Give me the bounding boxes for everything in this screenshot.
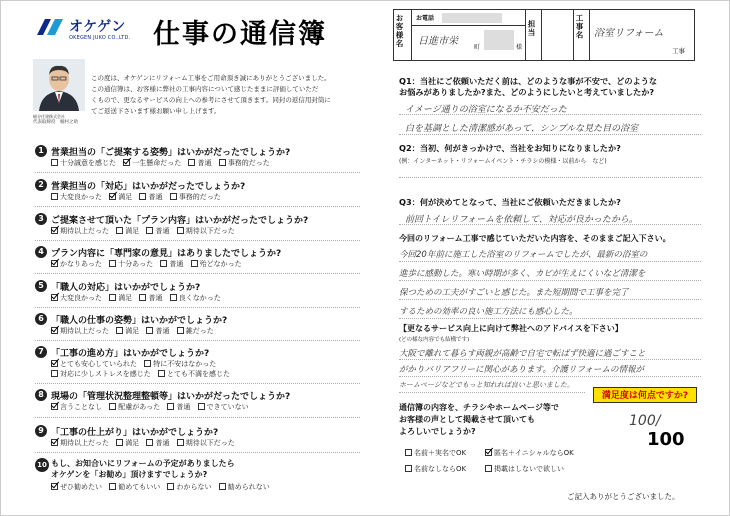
question-number: 8 bbox=[35, 389, 47, 401]
checkbox-icon[interactable] bbox=[146, 439, 153, 446]
option[interactable]: 満足 bbox=[109, 192, 132, 202]
q2-note: (例：インターネット・リフォームイベント・チラシの模様・以前から など) bbox=[399, 158, 607, 165]
checkbox-checked-icon[interactable] bbox=[51, 227, 58, 234]
checkbox-icon[interactable] bbox=[167, 403, 174, 410]
checkbox-checked-icon[interactable] bbox=[51, 360, 58, 367]
checkbox-icon[interactable] bbox=[405, 465, 412, 472]
q1-text-line2: お悩みがありましたか?また、どのようにしたいと考えていましたか? bbox=[399, 87, 655, 97]
customer-label-cell bbox=[394, 10, 412, 60]
question-number: 2 bbox=[35, 179, 47, 191]
question-number: 5 bbox=[35, 280, 47, 292]
q2-text: Q2：当初、何がきっかけで、当社をお知りになりましたか? bbox=[399, 143, 621, 153]
advice-line: 大阪で離れて暮らす両親が高齢で自宅で転ばず快適に過ごすこと bbox=[399, 349, 646, 359]
person-icon bbox=[33, 59, 85, 111]
checkbox-checked-icon[interactable] bbox=[485, 449, 492, 456]
option[interactable]: 配慮があった bbox=[109, 402, 160, 412]
checkbox-icon[interactable] bbox=[191, 260, 198, 267]
option[interactable]: 期待以上だった bbox=[51, 226, 109, 236]
intro-text bbox=[91, 73, 361, 117]
checkbox-icon[interactable] bbox=[170, 294, 177, 301]
logo-mark-icon bbox=[35, 15, 65, 39]
checkbox-icon[interactable] bbox=[116, 227, 123, 234]
option[interactable]: 一生懸命だった bbox=[123, 158, 181, 168]
option[interactable]: 満足 bbox=[116, 438, 139, 448]
option[interactable]: 普通 bbox=[139, 192, 162, 202]
question-number: 7 bbox=[35, 346, 47, 358]
option[interactable]: 満足 bbox=[109, 293, 132, 303]
customer-info-table bbox=[393, 9, 695, 61]
question-number: 6 bbox=[35, 313, 47, 325]
consent-option[interactable]: 名前なしならOK bbox=[405, 464, 466, 474]
checkbox-icon[interactable] bbox=[109, 294, 116, 301]
checkbox-icon[interactable] bbox=[109, 260, 116, 267]
checkbox-icon[interactable] bbox=[146, 227, 153, 234]
question-number: 3 bbox=[35, 213, 47, 225]
question-number: 10 bbox=[35, 458, 49, 472]
option[interactable]: 普通 bbox=[146, 438, 169, 448]
option[interactable]: 大変良かった bbox=[51, 293, 102, 303]
town-label: 町 bbox=[474, 44, 481, 51]
intro-line: てご返送下さいます様お願い申し上げます。 bbox=[91, 107, 221, 115]
option[interactable]: 期待以上だった bbox=[51, 438, 109, 448]
checkbox-icon[interactable] bbox=[405, 449, 412, 456]
option[interactable]: 普通 bbox=[146, 226, 169, 236]
checkbox-icon[interactable] bbox=[109, 483, 116, 490]
checkbox-checked-icon[interactable] bbox=[51, 260, 58, 267]
consent-line: お客様の声として掲載させて頂いても bbox=[399, 415, 535, 424]
logo-subtitle: OKEGEN JUKO CO.,LTD. bbox=[69, 35, 131, 41]
option[interactable]: 良くなかった bbox=[170, 293, 221, 303]
checkbox-icon[interactable] bbox=[198, 403, 205, 410]
checkbox-checked-icon[interactable] bbox=[51, 439, 58, 446]
question-number: 1 bbox=[35, 145, 47, 157]
checkbox-checked-icon[interactable] bbox=[123, 159, 130, 166]
question-text: 現場の「管理状況整理整頓等」はいかがだったでしょうか? bbox=[51, 392, 291, 402]
question-text: 「職人の仕事の姿勢」はいかがでしょうか? bbox=[51, 316, 228, 326]
customer-name-cell bbox=[412, 10, 526, 60]
answer-q1-line: 白を基調とした清潔感があって、シンプルな見た目の浴室 bbox=[405, 124, 639, 134]
option[interactable]: 事務的だった bbox=[170, 192, 221, 202]
option[interactable]: 殆どなかった bbox=[191, 259, 242, 269]
option[interactable]: 満足 bbox=[116, 226, 139, 236]
advice-line: がかりバリアフリーに関心があります。介護リフォームの情報が bbox=[399, 365, 645, 375]
checkbox-icon[interactable] bbox=[170, 193, 177, 200]
q3-text: Q3：何が決めてとなって、当社にご依頼いただきましたか? bbox=[399, 197, 621, 207]
consent-option[interactable]: 匿名＋イニシャルならOK bbox=[485, 448, 574, 458]
q1-text: Q1：当社にご依頼いただく前は、どのような事が不安で、どのような bbox=[399, 76, 658, 86]
option[interactable]: 普通 bbox=[160, 259, 183, 269]
redacted-phone bbox=[442, 13, 502, 23]
consent-option[interactable]: 名前＋実名でOK bbox=[405, 448, 466, 458]
checkbox-icon[interactable] bbox=[167, 483, 174, 490]
option[interactable]: 期待以下だった bbox=[177, 226, 235, 236]
koji-value-cell bbox=[590, 10, 694, 60]
checkbox-icon[interactable] bbox=[139, 294, 146, 301]
phone-label: お電話 bbox=[416, 15, 435, 22]
checkbox-icon[interactable] bbox=[116, 327, 123, 334]
score-label: 満足度は何点ですか? bbox=[593, 387, 697, 403]
thanks-text: ご記入ありがとうございました。 bbox=[567, 492, 680, 501]
question-text: 「工事の仕上がり」はいかがでしょうか? bbox=[51, 428, 219, 438]
checkbox-icon[interactable] bbox=[177, 327, 184, 334]
option[interactable]: 十分あった bbox=[109, 259, 153, 269]
question-number: 4 bbox=[35, 246, 47, 258]
option[interactable]: できていない bbox=[198, 402, 249, 412]
checkbox-icon[interactable] bbox=[177, 227, 184, 234]
sama-label: 様 bbox=[516, 44, 523, 51]
checkbox-icon[interactable] bbox=[139, 193, 146, 200]
checkbox-icon[interactable] bbox=[146, 327, 153, 334]
checkbox-icon[interactable] bbox=[219, 159, 226, 166]
satisfaction-score bbox=[593, 387, 697, 491]
president-photo bbox=[33, 59, 85, 111]
checkbox-checked-icon[interactable] bbox=[109, 193, 116, 200]
option[interactable]: 事務的だった bbox=[219, 158, 270, 168]
checkbox-icon[interactable] bbox=[109, 403, 116, 410]
option[interactable]: 普通 bbox=[146, 326, 169, 336]
option[interactable]: かなりあった bbox=[51, 259, 102, 269]
checkbox-checked-icon[interactable] bbox=[51, 483, 58, 490]
portrait-caption-name: 代表取締役 桶村之助 bbox=[33, 120, 78, 125]
tanto-label: 担当 bbox=[527, 20, 536, 37]
redacted-name bbox=[484, 30, 514, 50]
intro-line: くもので、更なるサービスの向上への参考にさせて頂きます。同封の返信用封筒に bbox=[91, 96, 331, 104]
consent-option[interactable]: 掲載はしないで欲しい bbox=[485, 464, 564, 474]
option[interactable]: 普通 bbox=[139, 293, 162, 303]
option[interactable]: 満足 bbox=[116, 326, 139, 336]
question-text: 営業担当の「対応」はいかがだったでしょうか? bbox=[51, 182, 246, 192]
checkbox-icon[interactable] bbox=[177, 439, 184, 446]
advice-note: (どの様な内容でも結構です) bbox=[399, 337, 470, 343]
customer-label: お客様名 bbox=[395, 14, 404, 48]
impression-heading: 今回のリフォーム工事で感じていただいた内容を、そのままご記入下さい。 bbox=[399, 234, 671, 243]
score-handwritten: 100/ bbox=[629, 413, 661, 429]
intro-line: この度は、オケゲンにリフォーム工事をご用命頂き誠にありがとうございました。 bbox=[91, 74, 331, 82]
option[interactable]: 普通 bbox=[188, 158, 211, 168]
checkbox-icon[interactable] bbox=[158, 370, 165, 377]
answer-q1-line: イメージ通りの浴室になるか不安だった bbox=[405, 105, 567, 115]
option[interactable]: 勧めてもいい bbox=[109, 482, 160, 492]
option[interactable]: 対応に少しストレスを感じた bbox=[51, 369, 151, 379]
option[interactable]: 期待以上だった bbox=[51, 326, 109, 336]
tanto-value-cell bbox=[542, 10, 574, 60]
option[interactable]: とても安心していられた bbox=[51, 359, 137, 369]
option[interactable]: とても不満を感じた bbox=[158, 369, 230, 379]
option[interactable]: 十分誠意を感じた bbox=[51, 158, 116, 168]
checkbox-icon[interactable] bbox=[144, 360, 151, 367]
koji-label: 工事名 bbox=[575, 14, 584, 40]
question-text: プラン内容に「専門家の意見」はありましたでしょうか? bbox=[51, 249, 282, 259]
option[interactable]: 雑だった bbox=[177, 326, 214, 336]
checkbox-icon[interactable] bbox=[51, 370, 58, 377]
option[interactable]: わからない bbox=[167, 482, 211, 492]
question-text: ご提案させて頂いた「プラン内容」はいかがだったでしょうか? bbox=[51, 216, 309, 226]
option[interactable]: 勧められない bbox=[219, 482, 270, 492]
company-logo bbox=[35, 13, 147, 47]
advice-line: ホームページなどでもっと知れれば良いと思いました。 bbox=[399, 381, 574, 389]
portrait-caption-company: 桶谷住建株式会社 bbox=[33, 114, 65, 119]
option[interactable]: 大変良かった bbox=[51, 192, 102, 202]
koji-name-value: 浴室リフォーム bbox=[594, 28, 664, 39]
score-value: 100 bbox=[647, 429, 685, 450]
tanto-label-cell bbox=[526, 10, 542, 60]
checkbox-icon[interactable] bbox=[116, 439, 123, 446]
question-text-line2: オケゲンを「お勧め」頂けますでしょうか? bbox=[51, 470, 208, 479]
checkbox-icon[interactable] bbox=[160, 260, 167, 267]
consent-question bbox=[399, 402, 559, 438]
consent-line: よろしいでしょうか? bbox=[399, 427, 476, 436]
impression-line: 進歩に感動した。寒い時期が多く、カビが生えにくいなど清潔を bbox=[399, 269, 646, 279]
checkbox-icon[interactable] bbox=[188, 159, 195, 166]
option[interactable]: 期待以下だった bbox=[177, 438, 235, 448]
question-text: 「工事の進め方」はいかがでしょうか? bbox=[51, 349, 210, 359]
checkbox-checked-icon[interactable] bbox=[51, 327, 58, 334]
koji-label-cell bbox=[574, 10, 590, 60]
checkbox-icon[interactable] bbox=[485, 465, 492, 472]
checkbox-icon[interactable] bbox=[219, 483, 226, 490]
consent-line: 通信簿の内容を、チラシやホームページ等で bbox=[399, 403, 559, 412]
checkbox-checked-icon[interactable] bbox=[51, 294, 58, 301]
address-value: 日進市栄 bbox=[418, 36, 458, 47]
checkbox-checked-icon[interactable] bbox=[51, 403, 58, 410]
impression-line: 今回20年前に施工した浴室のリフォームでしたが、最新の浴室の bbox=[399, 250, 648, 260]
question-text: 営業担当の「ご提案する姿勢」はいかがだったでしょうか? bbox=[51, 148, 291, 158]
intro-line: この通信簿は、お客様に弊社の工事内容について感じたままに評価していただ bbox=[91, 85, 319, 93]
logo-name: オケゲン bbox=[69, 19, 126, 35]
page-title: 仕事の通信簿 bbox=[153, 19, 327, 50]
impression-line: 保つための工夫がすごいと感じた。また短期間で工事を完了 bbox=[399, 288, 629, 298]
question-number: 9 bbox=[35, 425, 47, 437]
question-text: 「職人の対応」はいかがでしょうか? bbox=[51, 283, 201, 293]
question-text: もし、お知合いにリフォームの予定がありましたら bbox=[51, 459, 235, 468]
koji-suffix: 工事 bbox=[672, 47, 685, 55]
option[interactable]: 普通 bbox=[167, 402, 190, 412]
checkbox-icon[interactable] bbox=[51, 193, 58, 200]
option[interactable]: ぜひ勧めたい bbox=[51, 482, 102, 492]
option[interactable]: 特に不安はなかった bbox=[144, 359, 216, 369]
answer-q3: 前回トイレリフォームを依頼して、対応が良かったから。 bbox=[405, 215, 638, 225]
impression-line: するための効率の良い施工方法にも感心した。 bbox=[399, 307, 578, 317]
checkbox-icon[interactable] bbox=[51, 159, 58, 166]
option[interactable]: 言うことなし bbox=[51, 402, 102, 412]
advice-heading: 【更なるサービス向上に向けて弊社へのアドバイスを下さい】 bbox=[399, 324, 623, 333]
